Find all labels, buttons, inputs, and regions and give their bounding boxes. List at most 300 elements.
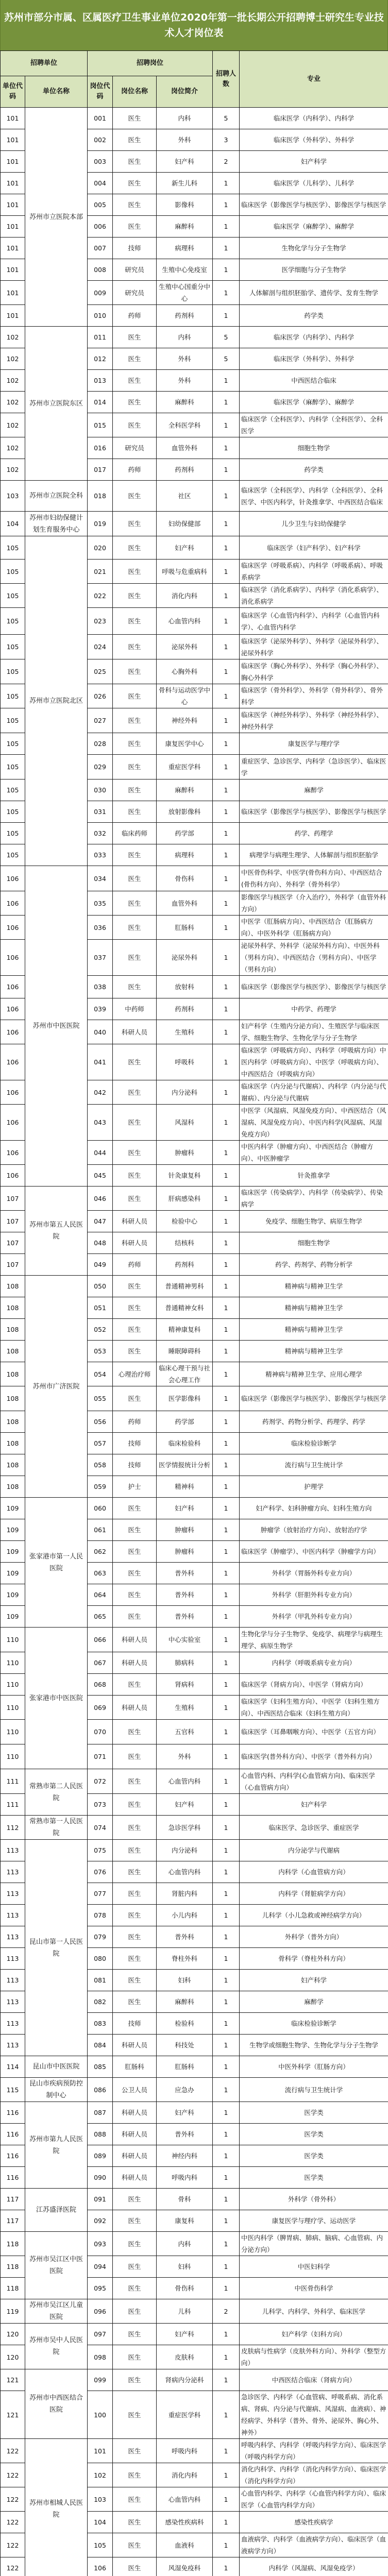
post-code-cell: 001	[88, 108, 113, 129]
post-name-cell: 护士	[113, 1476, 157, 1498]
unit-name-cell: 苏州市立医院本部	[25, 108, 88, 327]
post-desc-cell: 心血管内科	[157, 1861, 213, 1883]
unit-code-cell: 113	[1, 1926, 25, 1948]
specialty-cell: 妇产科学（生殖内分泌方向）、生殖医学与临床医学、细胞生物学、生物化学与分子生物学	[240, 1020, 388, 1044]
post-code-cell: 013	[88, 370, 113, 392]
post-code-cell: 057	[88, 1433, 113, 1454]
count-cell: 1	[213, 708, 240, 733]
post-name-cell: 医生	[113, 684, 157, 708]
post-code-cell: 027	[88, 708, 113, 733]
count-cell: 1	[213, 1606, 240, 1628]
count-cell: 1	[213, 1652, 240, 1674]
post-name-cell: 医生	[113, 1794, 157, 1816]
specialty-cell: 临床医学（消化系病学）、内科学（消化系病学）、消化系病学	[240, 584, 388, 608]
post-code-cell: 038	[88, 976, 113, 998]
specialty-cell: 中医妇科学	[240, 2256, 388, 2278]
post-desc-cell: 神经外科	[157, 708, 213, 733]
unit-code-cell: 113	[1, 2035, 25, 2056]
post-desc-cell: 外科	[157, 370, 213, 392]
specialty-cell: 医学细胞与分子生物学	[240, 259, 388, 281]
count-cell: 1	[213, 2035, 240, 2056]
post-code-cell: 043	[88, 1105, 113, 1141]
unit-code-cell: 120	[1, 2324, 25, 2345]
count-cell: 2	[213, 2299, 240, 2324]
post-desc-cell: 内分泌科	[157, 1840, 213, 1861]
post-desc-cell: 检验科	[157, 2013, 213, 2035]
unit-code-cell: 105	[1, 584, 25, 608]
specialty-cell: 临床医学（妇产科学）、妇产科学	[240, 536, 388, 560]
post-desc-cell: 骨科与运动医学中心	[157, 684, 213, 708]
post-name-cell: 医生	[113, 755, 157, 779]
specialty-cell: 妇产科学、妇科肿瘤方向、妇科生殖方向	[240, 1498, 388, 1519]
unit-code-cell: 102	[1, 437, 25, 459]
specialty-cell: 临床医学（妇科生殖方向）、中医学（妇科生殖方向）、中西医结合临床（妇科生殖方向）	[240, 1696, 388, 1720]
post-desc-cell: 精神康复科	[157, 1319, 213, 1341]
count-cell: 1	[213, 459, 240, 481]
count-cell: 1	[213, 1165, 240, 1187]
specialty-cell: 中医骨伤科学、中医学(骨伤科方向）、中西医结合(骨伤科方向）、外科学（骨外科学）	[240, 866, 388, 891]
post-desc-cell: 普外科	[157, 1606, 213, 1628]
count-cell: 1	[213, 1816, 240, 1840]
table-row	[1, 512, 388, 536]
table-row	[1, 2189, 388, 2210]
post-code-cell: 056	[88, 1411, 113, 1433]
specialty-cell: 临床医学（泌尿外科学）、外科学（泌尿外科学）、泌尿外科学	[240, 635, 388, 659]
post-code-cell: 060	[88, 1498, 113, 1519]
post-name-cell: 医生	[113, 481, 157, 512]
specialty-cell: 医学类	[240, 2102, 388, 2124]
unit-code-cell: 118	[1, 2232, 25, 2256]
unit-code-cell: 108	[1, 1386, 25, 1411]
unit-code-cell: 101	[1, 305, 25, 327]
post-desc-cell: 内分泌科	[157, 1080, 213, 1105]
count-cell: 5	[213, 348, 240, 370]
post-name-cell: 医生	[113, 1674, 157, 1696]
post-desc-cell: 呼吸内科	[157, 2167, 213, 2189]
unit-code-cell: 106	[1, 998, 25, 1020]
unit-name-cell: 苏州市中医医院	[25, 866, 88, 1187]
unit-code-cell: 102	[1, 348, 25, 370]
specialty-cell: 儿科学（小儿急救或神经病学方向）	[240, 1905, 388, 1926]
unit-code-cell: 113	[1, 1970, 25, 1991]
post-desc-cell: 药剂科	[157, 305, 213, 327]
count-cell: 1	[213, 2324, 240, 2345]
post-code-cell: 028	[88, 733, 113, 755]
count-cell: 1	[213, 2487, 240, 2512]
post-name-cell: 医生	[113, 976, 157, 998]
specialty-cell: 感染性疾病学	[240, 2512, 388, 2533]
post-name-cell: 医生	[113, 1541, 157, 1563]
header-specialty: 专业	[240, 51, 388, 108]
specialty-cell: 临床医学（儿科学）、儿科学	[240, 173, 388, 194]
specialty-cell: 药剂学、药物分析学、药理学、药学	[240, 1411, 388, 1433]
count-cell: 1	[213, 1433, 240, 1454]
post-name-cell: 科研人员	[113, 1020, 157, 1044]
post-code-cell: 063	[88, 1563, 113, 1584]
post-code-cell: 003	[88, 151, 113, 173]
unit-name-cell: 苏州市广济医院	[25, 1276, 88, 1498]
post-name-cell: 医生	[113, 1769, 157, 1794]
count-cell: 1	[213, 779, 240, 801]
post-desc-cell: 妇产科	[157, 1498, 213, 1519]
unit-code-cell: 116	[1, 2145, 25, 2167]
post-desc-cell: 生殖中心国重分中心	[157, 281, 213, 305]
post-code-cell: 086	[88, 2078, 113, 2102]
post-name-cell: 医生	[113, 370, 157, 392]
unit-code-cell: 110	[1, 1744, 25, 1769]
count-cell: 1	[213, 1674, 240, 1696]
post-desc-cell: 泌尿外科	[157, 940, 213, 976]
header-unit-name: 单位名称	[25, 76, 88, 108]
post-desc-cell: 心血管内科	[157, 1769, 213, 1794]
specialty-cell: 临床医学（全科医学）、内科学（全科医学）、全科医学、中医内科学，针灸推拿学、中西医结合临床	[240, 481, 388, 512]
count-cell: 1	[213, 2533, 240, 2557]
post-desc-cell: 血管外科	[157, 891, 213, 916]
specialty-cell: 人体解剖与组织胚胎学、遗传学、发育生物学	[240, 281, 388, 305]
post-desc-cell: 急诊医学科	[157, 1816, 213, 1840]
specialty-cell: 生物化学与分子生物学、免疫学、病理学与病理生理学、病原生物学	[240, 1628, 388, 1652]
post-code-cell: 022	[88, 584, 113, 608]
post-code-cell: 070	[88, 1720, 113, 1744]
unit-code-cell: 114	[1, 2056, 25, 2078]
specialty-cell: 医学类	[240, 2145, 388, 2167]
count-cell: 1	[213, 2189, 240, 2210]
specialty-cell: 免疫学、细胞生物学、病原生物学	[240, 1211, 388, 1232]
post-desc-cell: 心血管内科	[157, 2487, 213, 2512]
unit-code-cell: 117	[1, 2210, 25, 2232]
specialty-cell: 精神病与精神卫生学	[240, 1319, 388, 1341]
post-name-cell: 医生	[113, 2324, 157, 2345]
post-code-cell: 094	[88, 2256, 113, 2278]
post-desc-cell: 临床心理干预与社会心理工作	[157, 1362, 213, 1386]
unit-code-cell: 105	[1, 560, 25, 584]
unit-code-cell: 102	[1, 413, 25, 437]
specialty-cell: 医学类	[240, 2124, 388, 2145]
table-row	[1, 2439, 388, 2463]
post-code-cell: 009	[88, 281, 113, 305]
specialty-cell: 妇产科学	[240, 1970, 388, 1991]
post-code-cell: 087	[88, 2102, 113, 2124]
post-code-cell: 065	[88, 1606, 113, 1628]
post-name-cell: 医生	[113, 733, 157, 755]
specialty-cell: 临床医学（影像医学与核医学）、影像医学与核医学	[240, 976, 388, 998]
table-row	[1, 2324, 388, 2345]
post-name-cell: 医生	[113, 173, 157, 194]
count-cell: 1	[213, 305, 240, 327]
unit-code-cell: 106	[1, 866, 25, 891]
unit-code-cell: 116	[1, 2167, 25, 2189]
specialty-cell: 内科学（风湿病、风湿免疫学）	[240, 2557, 388, 2576]
specialty-cell: 药学类	[240, 305, 388, 327]
post-name-cell: 医生	[113, 1720, 157, 1744]
count-cell: 1	[213, 1744, 240, 1769]
post-name-cell: 医生	[113, 1861, 157, 1883]
post-name-cell: 医生	[113, 108, 157, 129]
specialty-cell: 内科学（呼吸系病专业方向）	[240, 1652, 388, 1674]
specialty-cell: 临床医学（麻醉学）、麻醉学	[240, 392, 388, 413]
count-cell: 1	[213, 2391, 240, 2439]
unit-code-cell: 121	[1, 2369, 25, 2391]
post-code-cell: 044	[88, 1141, 113, 1165]
post-code-cell: 024	[88, 635, 113, 659]
unit-code-cell: 106	[1, 1105, 25, 1141]
count-cell: 1	[213, 194, 240, 216]
post-desc-cell: 消化内科	[157, 2463, 213, 2487]
unit-code-cell: 107	[1, 1232, 25, 1254]
unit-code-cell: 106	[1, 1080, 25, 1105]
table-row	[1, 1187, 388, 1211]
post-code-cell: 097	[88, 2324, 113, 2345]
unit-code-cell: 107	[1, 1187, 25, 1211]
post-desc-cell: 肾病科	[157, 1674, 213, 1696]
post-desc-cell: 普外科	[157, 1926, 213, 1948]
post-name-cell: 科研人员	[113, 2167, 157, 2189]
post-desc-cell: 康复科	[157, 2210, 213, 2232]
post-code-cell: 036	[88, 916, 113, 940]
post-name-cell: 医生	[113, 216, 157, 238]
specialty-cell: 临床检验诊断学	[240, 2013, 388, 2035]
post-desc-cell: 骨科	[157, 2189, 213, 2210]
unit-code-cell: 111	[1, 1794, 25, 1816]
post-desc-cell: 结核科	[157, 1232, 213, 1254]
unit-code-cell: 102	[1, 459, 25, 481]
count-cell: 1	[213, 281, 240, 305]
post-desc-cell: 脊柱外科	[157, 1948, 213, 1970]
post-code-cell: 068	[88, 1674, 113, 1696]
unit-code-cell: 106	[1, 976, 25, 998]
post-desc-cell: 应急办	[157, 2078, 213, 2102]
count-cell: 1	[213, 1476, 240, 1498]
unit-code-cell: 105	[1, 659, 25, 684]
count-cell: 1	[213, 2056, 240, 2078]
post-code-cell: 039	[88, 998, 113, 1020]
unit-code-cell: 101	[1, 216, 25, 238]
post-name-cell: 医生	[113, 1905, 157, 1926]
unit-code-cell: 102	[1, 370, 25, 392]
post-desc-cell: 血管外科	[157, 437, 213, 459]
table-row	[1, 2056, 388, 2078]
post-name-cell: 医生	[113, 2533, 157, 2557]
post-desc-cell: 外科	[157, 348, 213, 370]
post-name-cell: 医生	[113, 1883, 157, 1905]
unit-code-cell: 108	[1, 1433, 25, 1454]
post-name-cell: 医生	[113, 1386, 157, 1411]
count-cell: 1	[213, 1541, 240, 1563]
post-code-cell: 072	[88, 1769, 113, 1794]
post-code-cell: 093	[88, 2232, 113, 2256]
unit-name-cell: 苏州市吴中人民医院	[25, 2324, 88, 2369]
post-desc-cell: 骨伤科	[157, 866, 213, 891]
specialty-cell: 临床医学(普外科方向）、中医学（普外科方向）	[240, 1744, 388, 1769]
count-cell: 1	[213, 2013, 240, 2035]
specialty-cell: 急诊医学、内科学（心血管病、呼吸系病、消化系病、肾病、内分泌与代谢病、风湿病、血液病）、神经病学、外科学（普外、骨外、泌尿外、胸心外、神外）	[240, 2391, 388, 2439]
unit-code-cell: 106	[1, 1020, 25, 1044]
post-code-cell: 016	[88, 437, 113, 459]
post-name-cell: 技师	[113, 1433, 157, 1454]
count-cell: 1	[213, 560, 240, 584]
post-code-cell: 032	[88, 823, 113, 844]
unit-code-cell: 101	[1, 238, 25, 259]
post-name-cell: 医生	[113, 1341, 157, 1362]
specialty-cell: 流行病与卫生统计学	[240, 2078, 388, 2102]
specialty-cell: 临床医学（呼吸病方向）、内科学（呼吸病方向）中医内科学（呼吸病方向）、中医学（呼吸病方向）、中西医结合（呼吸病方向）	[240, 1044, 388, 1080]
unit-code-cell: 111	[1, 1769, 25, 1794]
post-name-cell: 技师	[113, 1454, 157, 1476]
post-desc-cell: 药剂科	[157, 998, 213, 1020]
unit-code-cell: 105	[1, 608, 25, 635]
specialty-cell: 中医骨伤科学	[240, 2278, 388, 2299]
unit-code-cell: 122	[1, 2463, 25, 2487]
count-cell: 1	[213, 1386, 240, 1411]
post-name-cell: 医生	[113, 635, 157, 659]
count-cell: 1	[213, 998, 240, 1020]
count-cell: 1	[213, 801, 240, 823]
post-name-cell: 医生	[113, 1044, 157, 1080]
post-code-cell: 100	[88, 2391, 113, 2439]
unit-code-cell: 101	[1, 281, 25, 305]
post-name-cell: 医生	[113, 1141, 157, 1165]
unit-code-cell: 109	[1, 1606, 25, 1628]
unit-code-cell: 113	[1, 1883, 25, 1905]
post-code-cell: 051	[88, 1297, 113, 1319]
unit-code-cell: 106	[1, 916, 25, 940]
post-desc-cell: 普通精神男科	[157, 1276, 213, 1297]
post-desc-cell: 妇产科	[157, 151, 213, 173]
post-desc-cell: 感染性疾病科	[157, 2512, 213, 2533]
unit-name-cell: 苏州市妇幼保健计划生育服务中心	[25, 512, 88, 536]
post-code-cell: 023	[88, 608, 113, 635]
count-cell: 1	[213, 976, 240, 998]
post-code-cell: 103	[88, 2487, 113, 2512]
post-desc-cell: 普外科	[157, 1584, 213, 1606]
post-name-cell: 医生	[113, 584, 157, 608]
post-code-cell: 104	[88, 2512, 113, 2533]
post-code-cell: 049	[88, 1254, 113, 1276]
post-code-cell: 055	[88, 1386, 113, 1411]
specialty-cell: 临床医学（胸心外科学）、外科学（胸心外科学）、胸心外科学	[240, 659, 388, 684]
unit-code-cell: 113	[1, 1905, 25, 1926]
specialty-cell: 中医学（肛肠病方向）、中西医结合（肛肠病方向）、中医外科学（肛肠病方向）	[240, 916, 388, 940]
table-row	[1, 1769, 388, 1794]
count-cell: 1	[213, 173, 240, 194]
post-desc-cell: 肿瘤科	[157, 1541, 213, 1563]
specialty-cell: 临床检验诊断学	[240, 1433, 388, 1454]
post-name-cell: 研究员	[113, 281, 157, 305]
unit-code-cell: 105	[1, 801, 25, 823]
unit-code-cell: 122	[1, 2439, 25, 2463]
post-name-cell: 医生	[113, 536, 157, 560]
post-code-cell: 012	[88, 348, 113, 370]
specialty-cell: 妇产科学（妇科方向）	[240, 2324, 388, 2345]
post-desc-cell: 泌尿外科	[157, 635, 213, 659]
post-name-cell: 医生	[113, 2487, 157, 2512]
unit-code-cell: 115	[1, 2078, 25, 2102]
unit-code-cell: 106	[1, 1165, 25, 1187]
post-code-cell: 066	[88, 1628, 113, 1652]
post-code-cell: 064	[88, 1584, 113, 1606]
post-code-cell: 025	[88, 659, 113, 684]
specialty-cell: 儿科学、内科学、外科学、临床医学	[240, 2299, 388, 2324]
specialty-cell: 临床医学（神经外科学）、外科学（神经外科学）、神经外科学	[240, 708, 388, 733]
post-name-cell: 医生	[113, 2557, 157, 2576]
count-cell: 1	[213, 659, 240, 684]
post-desc-cell: 药剂科	[157, 1254, 213, 1276]
count-cell: 1	[213, 1498, 240, 1519]
count-cell: 1	[213, 1905, 240, 1926]
post-code-cell: 006	[88, 216, 113, 238]
post-desc-cell: 麻醉科	[157, 216, 213, 238]
specialty-cell: 消化内科学、内科学（消化内科学方向）、临床医学（消化内科学方向）	[240, 2463, 388, 2487]
unit-code-cell: 110	[1, 1652, 25, 1674]
post-desc-cell: 精神科	[157, 1476, 213, 1498]
count-cell: 1	[213, 392, 240, 413]
post-name-cell: 医生	[113, 413, 157, 437]
count-cell: 5	[213, 327, 240, 348]
unit-code-cell: 109	[1, 1498, 25, 1519]
post-desc-cell: 病理科	[157, 844, 213, 866]
unit-name-cell: 苏州市吴江区儿童医院	[25, 2299, 88, 2324]
unit-code-cell: 101	[1, 129, 25, 151]
post-desc-cell: 针灸康复科	[157, 1165, 213, 1187]
post-name-cell: 医生	[113, 327, 157, 348]
unit-code-cell: 106	[1, 1044, 25, 1080]
post-code-cell: 078	[88, 1905, 113, 1926]
count-cell: 1	[213, 1991, 240, 2013]
unit-code-cell: 122	[1, 2557, 25, 2576]
post-name-cell: 医生	[113, 2232, 157, 2256]
post-code-cell: 076	[88, 1861, 113, 1883]
post-code-cell: 085	[88, 2056, 113, 2078]
count-cell: 1	[213, 1769, 240, 1794]
post-name-cell: 医生	[113, 708, 157, 733]
post-code-cell: 004	[88, 173, 113, 194]
specialty-cell: 精神病与精神卫生学	[240, 1276, 388, 1297]
post-name-cell: 公卫人员	[113, 2078, 157, 2102]
post-code-cell: 096	[88, 2299, 113, 2324]
header-recruiting-unit: 招聘单位	[1, 51, 88, 76]
specialty-cell: 临床医学（呼吸系病）、内科学（呼吸系病）、呼吸系病学	[240, 560, 388, 584]
page-title: 苏州市部分市属、区属医疗卫生事业单位2020年第一批长期公开招聘博士研究生专业技术人才岗位表	[0, 0, 388, 50]
unit-name-cell: 张家港市中医医院	[25, 1628, 88, 1769]
post-desc-cell: 肿瘤科	[157, 1141, 213, 1165]
post-code-cell: 061	[88, 1519, 113, 1541]
unit-name-cell: 苏州市中西医结合医院	[25, 2369, 88, 2439]
post-code-cell: 054	[88, 1362, 113, 1386]
post-desc-cell: 内科	[157, 108, 213, 129]
specialty-cell: 外科学（胃肠外科专业方向）	[240, 1563, 388, 1584]
post-code-cell: 030	[88, 779, 113, 801]
post-code-cell: 075	[88, 1840, 113, 1861]
specialty-cell: 药学、药理学	[240, 823, 388, 844]
count-cell: 1	[213, 733, 240, 755]
post-name-cell: 医生	[113, 560, 157, 584]
post-name-cell: 医生	[113, 1744, 157, 1769]
post-code-cell: 105	[88, 2533, 113, 2557]
post-name-cell: 药师	[113, 1411, 157, 1433]
post-name-cell: 医生	[113, 129, 157, 151]
count-cell: 1	[213, 1232, 240, 1254]
unit-name-cell: 苏州市立医院东区	[25, 327, 88, 481]
post-code-cell: 084	[88, 2035, 113, 2056]
count-cell: 1	[213, 1276, 240, 1297]
post-code-cell: 005	[88, 194, 113, 216]
count-cell: 1	[213, 437, 240, 459]
post-desc-cell: 麻醉科	[157, 392, 213, 413]
unit-code-cell: 116	[1, 2102, 25, 2124]
unit-code-cell: 105	[1, 708, 25, 733]
post-desc-cell: 风湿免疫科	[157, 2557, 213, 2576]
post-name-cell: 医生	[113, 1991, 157, 2013]
